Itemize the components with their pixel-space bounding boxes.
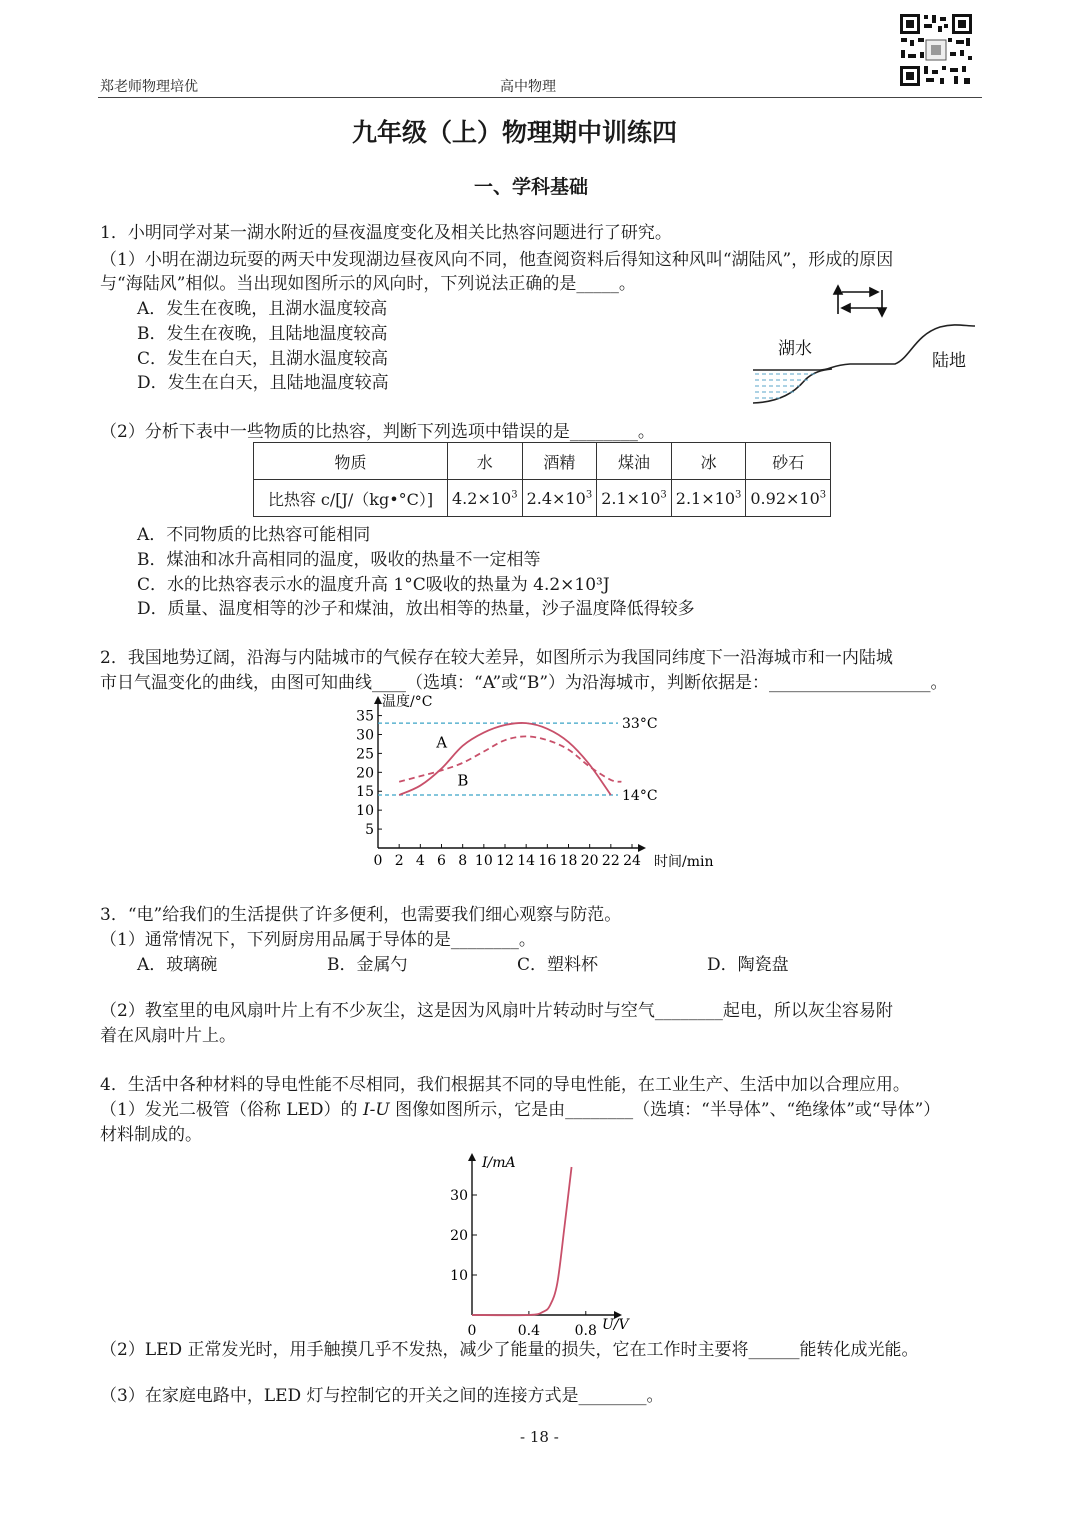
q1-p2-option-d: D．质量、温度相等的沙子和煤油，放出相等的热量，沙子温度降低得较多	[137, 599, 695, 619]
q3-option-a: A．玻璃碗	[137, 955, 218, 975]
x-tick-label: 8	[458, 853, 468, 869]
x-tick-label: 6	[437, 853, 446, 869]
series-label: B	[457, 771, 469, 790]
section-title: 一、学科基础	[474, 176, 589, 198]
table-header-cell: 酒精	[522, 443, 597, 480]
land-label: 陆地	[932, 351, 966, 371]
q3-option-d: D．陶瓷盘	[707, 955, 789, 975]
q1-option-c: C．发生在白天，且湖水温度较高	[137, 349, 389, 369]
x-tick-label: 2	[394, 853, 404, 869]
q1-p2-option-c: C．水的比热容表示水的温度升高 1°C吸收的热量为 4.2×10³J	[137, 575, 610, 595]
temperature-chart	[350, 690, 740, 880]
header-center: 高中物理	[500, 79, 556, 95]
table-header-cell: 水	[448, 443, 523, 480]
y-axis-arrow-icon	[468, 1153, 476, 1161]
x-axis-label: U/V	[602, 1317, 629, 1333]
y-tick-label: 10	[356, 803, 374, 820]
q1-p1-line1: （1）小明在湖边玩耍的两天中发现湖边昼夜风向不同，他查阅资料后得知这种风叫“湖陆风”，形成的原因	[100, 250, 894, 270]
series-label: A	[436, 733, 448, 752]
x-tick-label: 22	[601, 853, 620, 869]
x-tick-label: 24	[623, 853, 641, 869]
q1-option-a: A．发生在夜晚，且湖水温度较高	[137, 299, 388, 319]
table-header-cell: 冰	[671, 443, 746, 480]
y-tick-label: 35	[356, 708, 374, 725]
q3-option-b: B．金属勺	[327, 955, 408, 975]
reference-line-label: 14°C	[622, 788, 658, 805]
lake-land-figure	[750, 280, 980, 410]
q1-p2-option-b: B．煤油和冰升高相同的温度，吸收的热量不一定相等	[137, 550, 541, 570]
x-tick-label: 0.4	[517, 1323, 541, 1339]
x-tick-label: 18	[559, 853, 578, 869]
y-tick-label: 10	[450, 1268, 468, 1284]
table-cell: $2.4\times 10^3$	[522, 480, 597, 517]
y-axis-arrow-icon	[374, 696, 382, 704]
q1-option-b: B．发生在夜晚，且陆地温度较高	[137, 324, 388, 344]
q1-stem: 1．小明同学对某一湖水附近的昼夜温度变化及相关比热容问题进行了研究。	[100, 223, 672, 243]
q4-stem: 4．生活中各种材料的导电性能不尽相同，我们根据其不同的导电性能，在工业生产、生活中加以合理应用。	[100, 1075, 910, 1095]
x-tick-label: 4	[415, 853, 425, 869]
x-tick-label: 20	[580, 853, 599, 869]
y-tick-label: 15	[356, 784, 374, 801]
q3-stem: 3．“电”给我们的生活提供了许多便利，也需要我们细心观察与防范。	[100, 905, 622, 925]
q4-p1-line1: （1）发光二极管（俗称 LED）的 I-U 图像如图所示，它是由________（选填：“半导体”、“绝缘体”或“导体”）	[100, 1100, 941, 1120]
q2-line1: 2．我国地势辽阔，沿海与内陆城市的气候存在较大差异，如图所示为我国同纬度下一沿海城市和一内陆城	[100, 648, 893, 668]
q1-option-d: D．发生在白天，且陆地温度较高	[137, 373, 389, 393]
table-header-row	[254, 443, 831, 480]
y-axis-label: I/mA	[482, 1155, 516, 1171]
page-number: - 18 -	[520, 1428, 559, 1446]
x-axis-arrow-icon	[638, 844, 646, 852]
x-tick-label: 0.8	[574, 1323, 597, 1339]
iu-curve	[472, 1167, 572, 1315]
q2-line2: 市日气温变化的曲线，由图可知曲线____（选填：“A”或“B”）为沿海城市，判断依据是：___________________。	[100, 673, 948, 693]
lake-label: 湖水	[778, 339, 812, 359]
table-cell: $4.2\times 10^3$	[448, 480, 523, 517]
y-axis-label: 温度/°C	[382, 694, 433, 710]
q4-p2: （2）LED 正常发光时，用手触摸几乎不发热，减少了能量的损失，它在工作时主要将______能转化成光能。	[100, 1340, 919, 1360]
led-iu-chart	[430, 1145, 650, 1345]
header-left: 郑老师物理培优	[100, 79, 198, 95]
table-row	[254, 480, 831, 517]
q4-p1-line2: 材料制成的。	[100, 1125, 202, 1145]
table-header-cell: 砂石	[746, 443, 831, 480]
table-header-cell: 物质	[254, 443, 448, 480]
qr-code-icon	[898, 12, 974, 88]
q3-option-c: C．塑料杯	[517, 955, 599, 975]
y-tick-label: 25	[356, 746, 374, 763]
specific-heat-table	[253, 442, 831, 517]
y-tick-label: 20	[450, 1228, 468, 1244]
table-header-cell: 煤油	[597, 443, 672, 480]
y-tick-label: 20	[356, 765, 374, 782]
q1-p1-line2: 与“海陆风”相似。当出现如图所示的风向时，下列说法正确的是_____。	[100, 274, 636, 294]
header-rule	[98, 97, 982, 98]
q3-p1: （1）通常情况下，下列厨房用品属于导体的是________。	[100, 930, 536, 950]
q3-p2-line1: （2）教室里的电风扇叶片上有不少灰尘，这是因为风扇叶片转动时与空气________起电，所以灰尘容易附	[100, 1001, 893, 1021]
table-cell: $2.1\times 10^3$	[671, 480, 746, 517]
q1-p2-line: （2）分析下表中一些物质的比热容，判断下列选项中错误的是________。	[100, 422, 655, 442]
x-tick-label: 16	[538, 853, 557, 869]
table-cell: $0.92\times 10^3$	[746, 480, 831, 517]
origin-label: 0	[467, 1323, 477, 1339]
q1-p2-option-a: A．不同物质的比热容可能相同	[137, 525, 371, 545]
series-B-line	[399, 733, 621, 781]
q4-p3: （3）在家庭电路中，LED 灯与控制它的开关之间的连接方式是________。	[100, 1386, 664, 1406]
y-tick-label: 30	[450, 1188, 468, 1204]
x-axis-label: 时间/min	[654, 854, 714, 870]
page-title: 九年级（上）物理期中训练四	[352, 118, 678, 147]
y-tick-label: 5	[365, 822, 374, 839]
y-tick-label: 30	[356, 727, 374, 744]
x-tick-label: 14	[517, 853, 536, 869]
x-tick-label: 0	[373, 853, 383, 869]
wind-circulation-arrows-icon	[834, 286, 886, 316]
q3-p2-line2: 着在风扇叶片上。	[100, 1026, 236, 1046]
x-tick-label: 12	[496, 853, 514, 869]
table-cell: $2.1\times 10^3$	[597, 480, 672, 517]
x-tick-label: 10	[474, 853, 493, 869]
reference-line-label: 33°C	[622, 716, 658, 733]
table-row-label: 比热容 c/[J/（kg•°C）]	[254, 480, 448, 517]
